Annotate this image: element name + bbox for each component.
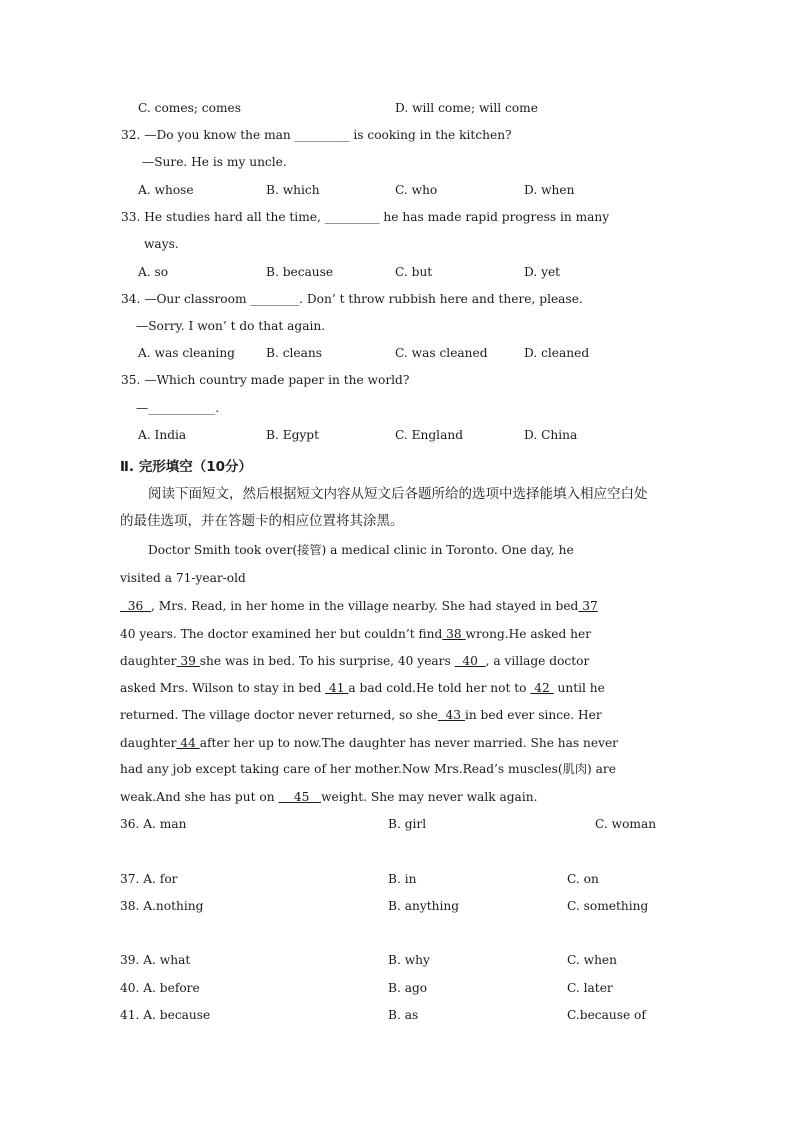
option-b: B. girl — [388, 817, 427, 831]
option-b: B. as — [388, 1008, 419, 1022]
section-instruction-cont: 的最佳选项，并在答题卡的相应位置将其涂黑。 — [120, 513, 404, 529]
option-d: D. yet — [524, 265, 561, 279]
blank-41: 41 — [325, 681, 349, 695]
option-d: D. will come; will come — [395, 101, 538, 115]
blank-39: 39 — [176, 654, 200, 668]
option-c: C. something — [567, 899, 649, 913]
passage-line: returned. The village doctor never returned, so she 43 in bed ever since. Her — [120, 708, 602, 722]
option-c: C. woman — [595, 817, 657, 831]
option-b: B. ago — [388, 981, 428, 995]
option-c: C. comes; comes — [138, 101, 241, 115]
option-b: B. in — [388, 872, 417, 886]
passage-line: daughter 39 she was in bed. To his surprise, 40 years 40 , a village doctor — [120, 654, 590, 668]
blank-42: 42 — [530, 681, 554, 695]
passage-line: asked Mrs. Wilson to stay in bed 41 a bad cold.He told her not to 42 until he — [120, 681, 605, 695]
passage-line: visited a 71-year-old — [120, 571, 246, 585]
question-33: 33. He studies hard all the time, _________ he has made rapid progress in many — [121, 210, 610, 224]
passage-line: had any job except taking care of her mother.Now Mrs.Read’s muscles(肌肉) are — [120, 762, 616, 776]
blank-44: 44 — [176, 736, 200, 750]
question-33-cont: ways. — [144, 237, 179, 251]
passage-line: 36 , Mrs. Read, in her home in the village nearby. She had stayed in bed 37 — [120, 599, 598, 613]
section-title: Ⅱ. 完形填空（10分） — [120, 459, 253, 475]
option-a: 39. A. what — [120, 953, 191, 967]
blank-45: 45 — [278, 790, 322, 804]
blank-43: 43 — [437, 708, 465, 722]
option-a: 36. A. man — [120, 817, 187, 831]
passage-line: daughter 44 after her up to now.The daughter has never married. She has never — [120, 736, 619, 750]
blank-40: 40 — [454, 654, 486, 668]
passage-line: 40 years. The doctor examined her but couldn’t find 38 wrong.He asked her — [120, 627, 592, 641]
option-c: C. England — [395, 428, 464, 442]
option-c: C. later — [567, 981, 613, 995]
blank-38: 38 — [442, 627, 466, 641]
question-34-reply: —Sorry. I won’ t do that again. — [136, 319, 326, 333]
blank-37: 37 — [578, 599, 598, 613]
question-32: 32. —Do you know the man _________ is cooking in the kitchen? — [121, 128, 512, 142]
option-d: D. when — [524, 183, 575, 197]
question-34: 34. —Our classroom ________. Don’ t throw rubbish here and there, please. — [121, 292, 583, 306]
option-a: A. was cleaning — [138, 346, 235, 360]
option-a: 38. A.nothing — [120, 899, 204, 913]
option-c: C. on — [567, 872, 599, 886]
option-a: A. India — [138, 428, 187, 442]
option-a: A. whose — [138, 183, 194, 197]
option-b: B. anything — [388, 899, 460, 913]
question-35: 35. —Which country made paper in the world? — [121, 373, 410, 387]
blank-36: 36 — [120, 599, 152, 613]
option-c: C.because of — [567, 1008, 646, 1022]
section-instruction: 阅读下面短文，然后根据短文内容从短文后各题所给的选项中选择能填入相应空白处 — [148, 486, 648, 502]
option-b: B. cleans — [266, 346, 323, 360]
option-b: B. Egypt — [266, 428, 319, 442]
question-35-reply: —___________. — [136, 401, 220, 415]
option-d: D. China — [524, 428, 578, 442]
option-c: C. when — [567, 953, 617, 967]
option-d: D. cleaned — [524, 346, 590, 360]
option-b: B. which — [266, 183, 320, 197]
passage-line: weak.And she has put on 45 weight. She may never walk again. — [120, 790, 538, 804]
option-a: 40. A. before — [120, 981, 200, 995]
passage-line: Doctor Smith took over(接管) a medical clinic in Toronto. One day, he — [148, 543, 574, 557]
question-32-reply: —Sure. He is my uncle. — [142, 155, 287, 169]
option-c: C. was cleaned — [395, 346, 488, 360]
option-c: C. but — [395, 265, 433, 279]
option-a: 37. A. for — [120, 872, 178, 886]
option-c: C. who — [395, 183, 438, 197]
option-b: B. because — [266, 265, 334, 279]
option-a: 41. A. because — [120, 1008, 211, 1022]
option-b: B. why — [388, 953, 430, 967]
option-a: A. so — [138, 265, 169, 279]
